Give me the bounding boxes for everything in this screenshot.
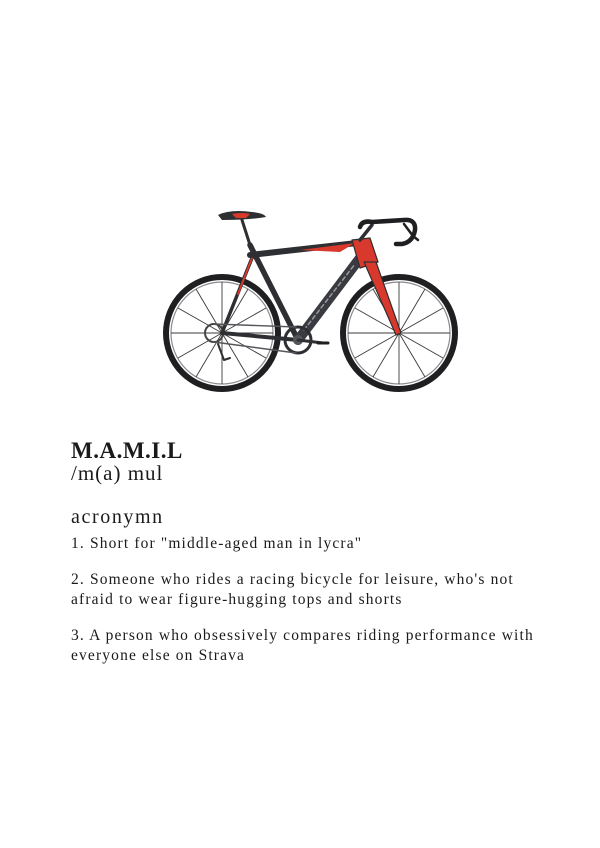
term-title: M.A.M.I.L <box>71 438 183 463</box>
definition-item: 1. Short for "middle-aged man in lycra" <box>71 535 363 552</box>
bicycle-frame <box>214 211 418 360</box>
definition-item: 3. A person who obsessively compares riding performance with everyone else on Strava <box>71 627 534 664</box>
bicycle-illustration <box>150 195 470 405</box>
definition-list <box>71 534 551 682</box>
definition-item: 2. Someone who rides a racing bicycle for leisure, who's not afraid to wear figure-hugging tops and shorts <box>71 571 514 608</box>
part-of-speech: acronymn <box>71 506 164 528</box>
pronunciation: /m(a) mul <box>71 461 164 485</box>
